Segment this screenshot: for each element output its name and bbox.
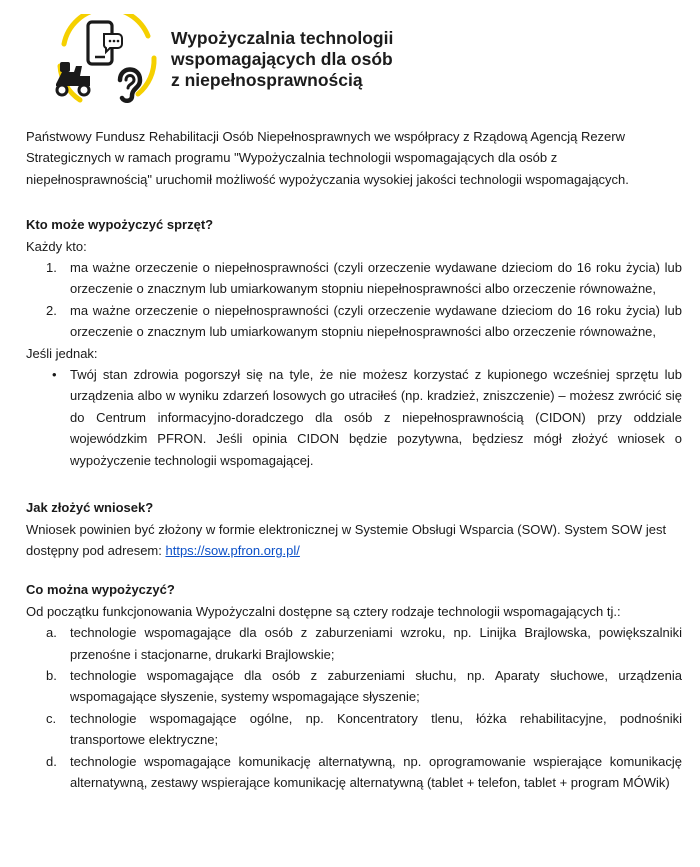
list-item	[26, 751, 682, 794]
page-header	[0, 0, 700, 110]
list-item-text: technologie wspomagające komunikację alternatywną, np. oprogramowanie wspierające komunikację alternatywną, zestawy wspierające komunikację alternatywną (tablet + telefon, tablet + program MÓWik)	[70, 753, 682, 790]
list-item-text: ma ważne orzeczenie o niepełnosprawności (czyli orzeczenie wydawane dzieciom do 16 roku życia) lub orzeczenie o znacznym lub umiarkowanym stopniu niepełnosprawności albo orzeczenie równoważne,	[70, 302, 682, 340]
list-marker: a.	[46, 625, 57, 641]
logo-title-line: z niepełnosprawnością	[171, 70, 363, 90]
list-item-text: technologie wspomagające dla osób z zaburzeniami wzroku, np. Linijka Brajlowska, powiększalniki przenośne i stacjonarne, drukarki Brajlowskie;	[70, 625, 682, 662]
bullet-icon: •	[52, 367, 57, 383]
assistive-technology-logo	[50, 14, 162, 104]
list-item	[26, 665, 682, 708]
mobility-scooter-icon	[56, 62, 90, 95]
sow-link[interactable]: https://sow.pfron.org.pl/	[165, 542, 300, 558]
list-marker: d.	[46, 753, 57, 769]
technology-list	[26, 622, 682, 793]
eligibility-list	[26, 257, 682, 343]
lead-text: Jeśli jednak:	[26, 345, 98, 361]
list-marker: 2.	[46, 302, 57, 318]
logo-title-line: wspomagających dla osób	[171, 49, 393, 69]
list-item	[26, 708, 682, 751]
lead-text: Każdy kto:	[26, 238, 87, 254]
lead-text: Od początku funkcjonowania Wypożyczalni dostępne są cztery rodzaje technologii wspomagających tj.:	[26, 603, 621, 619]
list-item-text: technologie wspomagające dla osób z zaburzeniami słuchu, np. Aparaty słuchowe, urządzenia wspomagające słyszenie, systemy wspomagające słyszenie;	[70, 667, 682, 705]
list-marker: c.	[46, 710, 57, 726]
list-item	[26, 257, 682, 300]
list-item-text: ma ważne orzeczenie o niepełnosprawności (czyli orzeczenie wydawane dzieciom do 16 roku życia) lub orzeczenie o znacznym lub umiarkowanym stopniu niepełnosprawności albo orzeczenie równoważne,	[70, 260, 682, 297]
list-item	[26, 300, 682, 343]
application-text: Wniosek powinien być złożony w formie elektronicznej w Systemie Obsługi Wsparcia (SOW). System SOW jest dostępny pod adresem:	[26, 521, 667, 558]
list-item	[26, 364, 682, 471]
list-marker: 1.	[46, 260, 57, 276]
list-item	[26, 622, 682, 665]
heading-who-can-borrow: Kto może wypożyczyć sprzęt?	[26, 217, 214, 233]
heading-what-can-be-borrowed: Co można wypożyczyć?	[26, 582, 175, 598]
exception-list	[26, 364, 682, 471]
logo-title-line: Wypożyczalnia technologii	[171, 28, 394, 48]
list-item-text: technologie wspomagające ogólne, np. Koncentratory tlenu, łóżka rehabilitacyjne, podnośniki transportowe elektryczne;	[70, 710, 682, 748]
list-item-text: Twój stan zdrowia pogorszył się na tyle, że nie możesz korzystać z kupionego wcześniej sprzętu lub urządzenia albo w wyniku zdarzeń losowych go utraciłeś (np. kradzież, zniszczenie) – możesz zwrócić się do Centrum informacyjno-doradczego dla osób z niepełnosprawnością (CIDON) przy oddziale wojewódzkim PFRON. Jeśli opinia CIDON będzie pozytywna, będziesz mógł złożyć wniosek o wypożyczenie technologii wspomagającej.	[70, 367, 682, 468]
logo-title	[171, 28, 393, 91]
application-paragraph	[26, 519, 682, 562]
list-marker: b.	[46, 667, 57, 683]
heading-how-to-apply: Jak złożyć wniosek?	[26, 500, 154, 516]
intro-paragraph: Państwowy Fundusz Rehabilitacji Osób Niepełnosprawnych we współpracy z Rządową Agencją Rezerw Strategicznych w ramach programu "Wypożyczalnia technologii wspomagających dla osób z niepełnosprawnością" uruchomił możliwość wypożyczania wysokiej jakości technologii wspomagających.	[26, 129, 629, 187]
document-body	[26, 126, 682, 793]
